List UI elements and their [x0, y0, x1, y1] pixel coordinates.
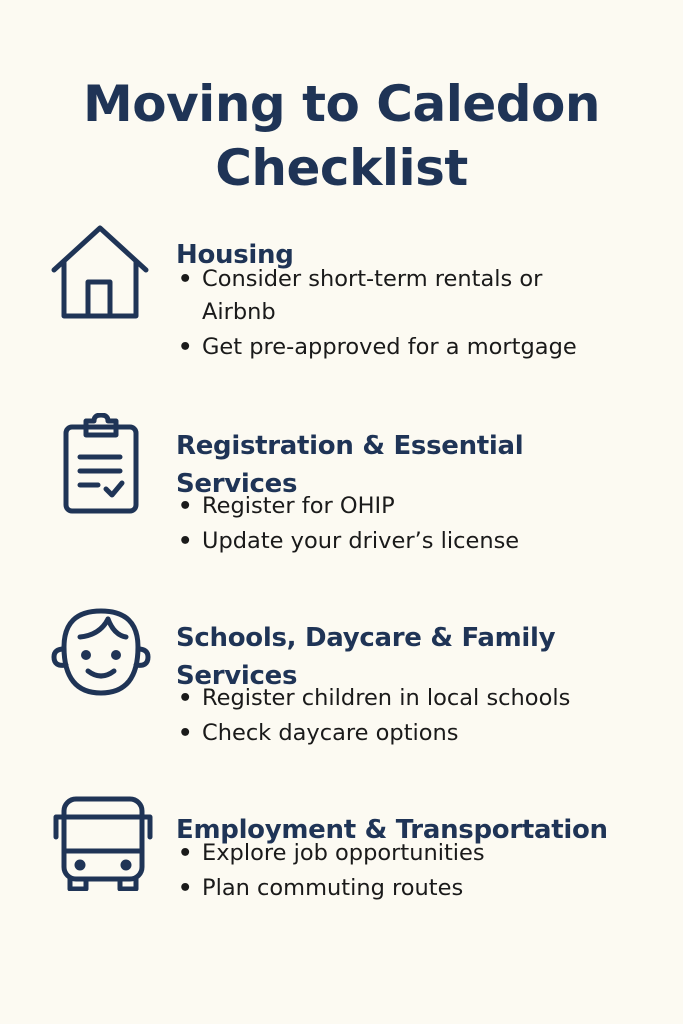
clipboard-checklist-icon [62, 413, 140, 515]
page-title-line-2: Checklist [215, 138, 468, 197]
checklist-item [176, 717, 636, 750]
bullet: • [178, 720, 193, 746]
item-line: Check daycare options [202, 720, 459, 746]
checklist-item [176, 872, 636, 905]
checklist [176, 837, 636, 907]
item-line: Update your driver’s license [202, 528, 520, 554]
item-line: Airbnb [202, 299, 276, 325]
bullet: • [178, 875, 193, 901]
section-heading-line: Employment & Transportation [176, 814, 608, 845]
bullet: • [178, 493, 193, 519]
checklist-item [176, 263, 636, 329]
section-heading-line: Services [176, 660, 298, 691]
section-heading-line: Services [176, 468, 298, 499]
bus-icon [52, 795, 154, 891]
checklist-item [176, 525, 636, 558]
page-title [0, 72, 683, 200]
house-icon [50, 224, 150, 320]
section-heading-line: Registration & Essential [176, 430, 524, 461]
page-title-line-1: Moving to Caledon [82, 74, 600, 133]
checklist [176, 490, 636, 560]
item-line: Register for OHIP [202, 493, 395, 519]
checklist [176, 263, 636, 366]
item-line: Consider short-term rentals or [202, 266, 543, 292]
item-line: Explore job opportunities [202, 840, 485, 866]
section-heading-line: Schools, Daycare & Family [176, 622, 556, 653]
checklist-item [176, 682, 636, 715]
item-line: Register children in local schools [202, 685, 571, 711]
child-face-icon [50, 607, 152, 697]
checklist-item [176, 331, 636, 364]
checklist-item [176, 837, 636, 870]
item-line: Plan commuting routes [202, 875, 464, 901]
bullet: • [178, 685, 193, 711]
section-heading-line: Housing [176, 239, 294, 270]
checklist [176, 682, 636, 752]
bullet: • [178, 528, 193, 554]
bullet: • [178, 266, 193, 292]
bullet: • [178, 334, 193, 360]
bullet: • [178, 840, 193, 866]
item-line: Get pre-approved for a mortgage [202, 334, 577, 360]
checklist-item [176, 490, 636, 523]
